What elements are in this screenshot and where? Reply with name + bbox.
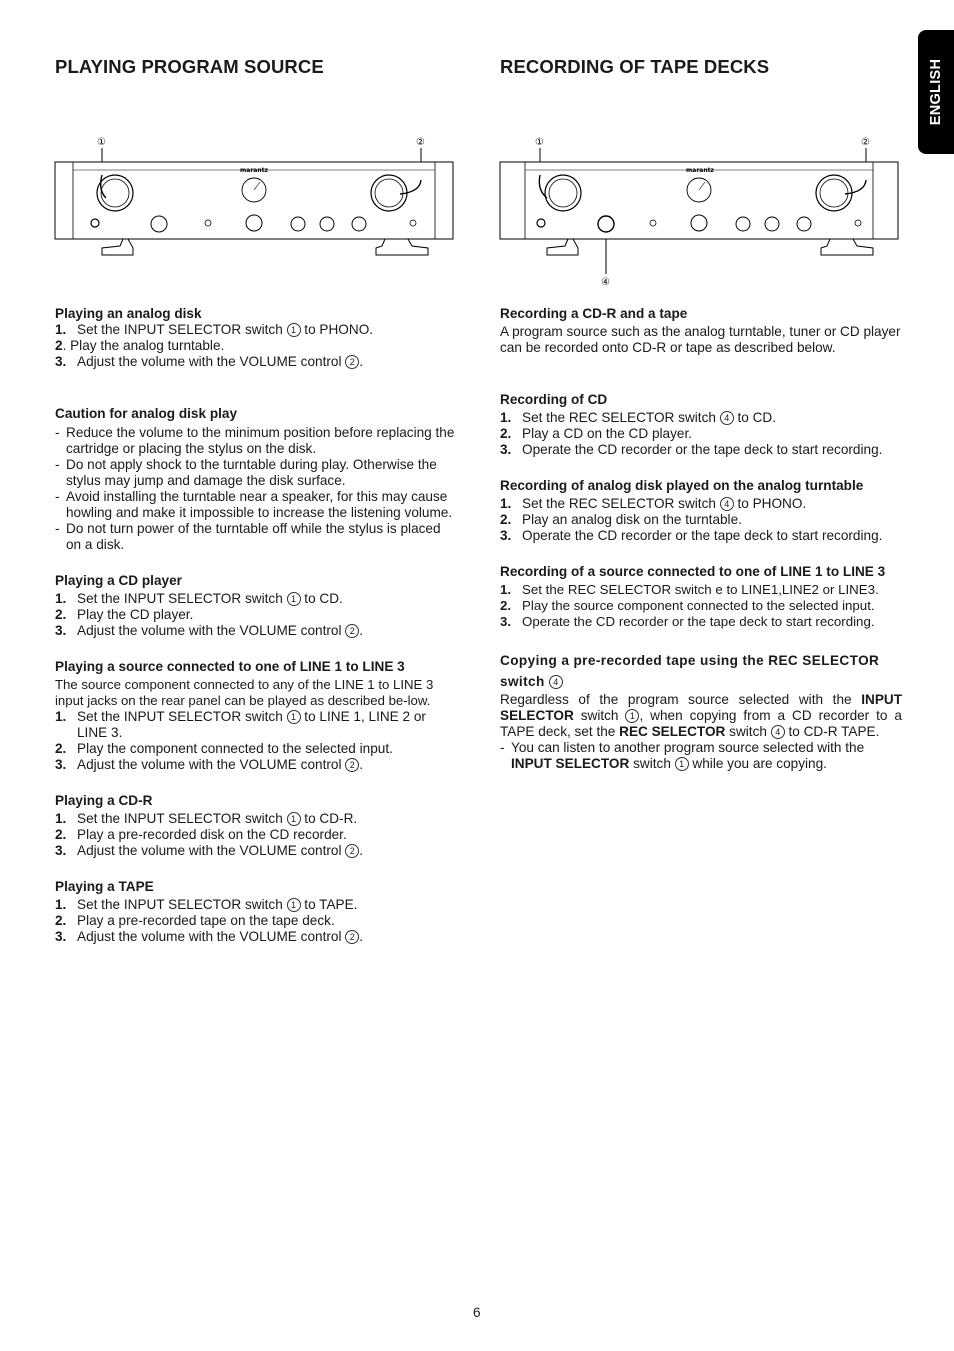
circled-number: 2 <box>345 624 359 638</box>
list-item: - Avoid installing the turntable near a speaker, for this may cause howling and make it impossible to increase the listening volume. <box>55 489 453 520</box>
copy-heading: Copying a pre-recorded tape using the REC SELECTOR switch 4 <box>500 653 880 689</box>
list-item: 1. Set the INPUT SELECTOR switch 1 to TAPE. <box>55 897 358 912</box>
list-item: 3. Operate the CD recorder or the tape deck to start recording. <box>500 528 883 543</box>
callout-1: ① <box>535 137 544 148</box>
list-item: 2. Play a CD on the CD player. <box>500 426 693 441</box>
section-title-recording: RECORDING OF TAPE DECKS <box>500 56 770 77</box>
list-item: 2. Play a pre-recorded tape on the tape deck. <box>55 913 335 928</box>
line-section <box>55 659 457 773</box>
cd-heading: Playing a CD player <box>55 573 182 588</box>
rec-cd-section <box>500 392 902 458</box>
cd-player-section <box>55 573 457 639</box>
circled-number: 4 <box>771 725 785 739</box>
right-column <box>500 306 902 772</box>
list-item: 3. Adjust the volume with the VOLUME control 2 . <box>55 843 364 858</box>
list-item: 1. Set the REC SELECTOR switch 4 to CD. <box>500 410 777 425</box>
cdr-heading: Playing a CD-R <box>55 793 153 808</box>
list-item: 2. Play the component connected to the selected input. <box>55 741 393 756</box>
list-item: 2. Play the CD player. <box>55 607 194 622</box>
circled-number: 4 <box>720 411 734 425</box>
circled-number: 1 <box>287 592 301 606</box>
circled-number: 1 <box>287 812 301 826</box>
circled-number: 1 <box>287 898 301 912</box>
amplifier-front-panel-left <box>40 130 470 270</box>
callout-2: ② <box>416 137 425 148</box>
analog-disk-section <box>55 306 457 370</box>
list-item: 1. Set the REC SELECTOR switch e to LINE1,LINE2 or LINE3. <box>500 582 879 597</box>
rec-line-heading: Recording of a source connected to one of LINE 1 to LINE 3 <box>500 564 886 579</box>
circled-number: 2 <box>345 355 359 369</box>
rec-cd-heading: Recording of CD <box>500 392 608 407</box>
page-number: 6 <box>473 1305 481 1320</box>
language-tab-label: ENGLISH <box>928 58 944 126</box>
callout-1: ① <box>97 137 106 148</box>
language-tab <box>918 30 954 154</box>
rec-cdr-tape-heading: Recording a CD-R and a tape <box>500 306 688 321</box>
circled-number: 2 <box>345 844 359 858</box>
list-item: 2. Play the source component connected to the selected input. <box>500 598 875 613</box>
list-item: 3. Operate the CD recorder or the tape deck to start recording. <box>500 442 883 457</box>
caution-section <box>55 406 457 553</box>
brand-logo: marantz <box>240 167 268 174</box>
amplifier-illustration-rec <box>485 130 915 290</box>
list-item: 3. Operate the CD recorder or the tape deck to start recording. <box>500 614 875 629</box>
amplifier-front-panel-right <box>485 130 915 290</box>
line-heading: Playing a source connected to one of LINE 1 to LINE 3 <box>55 659 405 674</box>
list-item: 1. Set the INPUT SELECTOR switch 1 to LINE 1, LINE 2 or LINE 3. <box>55 709 426 740</box>
list-item: - Do not apply shock to the turntable during play. Otherwise the stylus may jump and damage the disk surface. <box>55 457 437 488</box>
list-item: 2. Play the analog turntable. <box>55 338 225 353</box>
copy-tape-section <box>500 650 902 772</box>
tape-heading: Playing a TAPE <box>55 879 154 894</box>
circled-number: 1 <box>625 709 639 723</box>
list-item: 2. Play a pre-recorded disk on the CD recorder. <box>55 827 347 842</box>
analog-heading: Playing an analog disk <box>55 306 202 321</box>
caution-heading: Caution for analog disk play <box>55 406 238 421</box>
list-item: 3. Adjust the volume with the VOLUME control 2 . <box>55 929 364 944</box>
rec-analog-section <box>500 478 902 544</box>
list-item: 1. Set the INPUT SELECTOR switch 1 to CD-R. <box>55 811 358 826</box>
circled-number: 4 <box>549 675 563 689</box>
list-item: - Reduce the volume to the minimum position before replacing the cartridge or placing the stylus on the disk. <box>55 425 455 456</box>
line-intro: The source component connected to any of the LINE 1 to LINE 3 input jacks on the rear panel can be played as described be-low. <box>55 677 434 708</box>
brand-logo: marantz <box>686 167 714 174</box>
circled-number: 2 <box>345 758 359 772</box>
section-title-playing: PLAYING PROGRAM SOURCE <box>55 56 324 77</box>
cdr-section <box>55 793 457 859</box>
list-item: 3. Adjust the volume with the VOLUME control 2 . <box>55 757 364 772</box>
list-item: 1. Set the INPUT SELECTOR switch 1 to CD. <box>55 591 343 606</box>
rec-cdr-tape-section <box>500 306 902 356</box>
copy-text: Regardless of the program source selected with the INPUT SELECTOR switch 1 , when copying from a CD recorder to a TAPE deck, set the REC SELECTOR switch 4 to CD-R TAPE. <box>500 692 902 739</box>
circled-number: 1 <box>287 710 301 724</box>
list-item: 2. Play an analog disk on the turntable. <box>500 512 742 527</box>
list-item: 1. Set the INPUT SELECTOR switch 1 to PHONO. <box>55 322 374 337</box>
circled-number: 4 <box>720 497 734 511</box>
list-item: 3. Adjust the volume with the VOLUME control 2 . <box>55 354 364 369</box>
callout-2: ② <box>861 137 870 148</box>
callout-4: ④ <box>601 277 610 288</box>
circled-number: 1 <box>287 323 301 337</box>
circled-number: 2 <box>345 930 359 944</box>
rec-line-section <box>500 564 902 630</box>
left-column <box>55 306 457 945</box>
list-item: 1. Set the REC SELECTOR switch 4 to PHONO. <box>500 496 807 511</box>
list-item: - Do not turn power of the turntable off while the stylus is placed on a disk. <box>55 521 441 552</box>
circled-number: 1 <box>675 757 689 771</box>
amplifier-illustration <box>40 130 470 270</box>
rec-analog-heading: Recording of analog disk played on the analog turntable <box>500 478 864 493</box>
tape-section <box>55 879 457 945</box>
list-item: 3. Adjust the volume with the VOLUME control 2 . <box>55 623 364 638</box>
list-item: - You can listen to another program source selected with the INPUT SELECTOR switch 1 while you are copying. <box>500 740 865 771</box>
rec-cdr-tape-text: A program source such as the analog turntable, tuner or CD player can be recorded onto CD-R or tape as described below. <box>500 324 901 355</box>
